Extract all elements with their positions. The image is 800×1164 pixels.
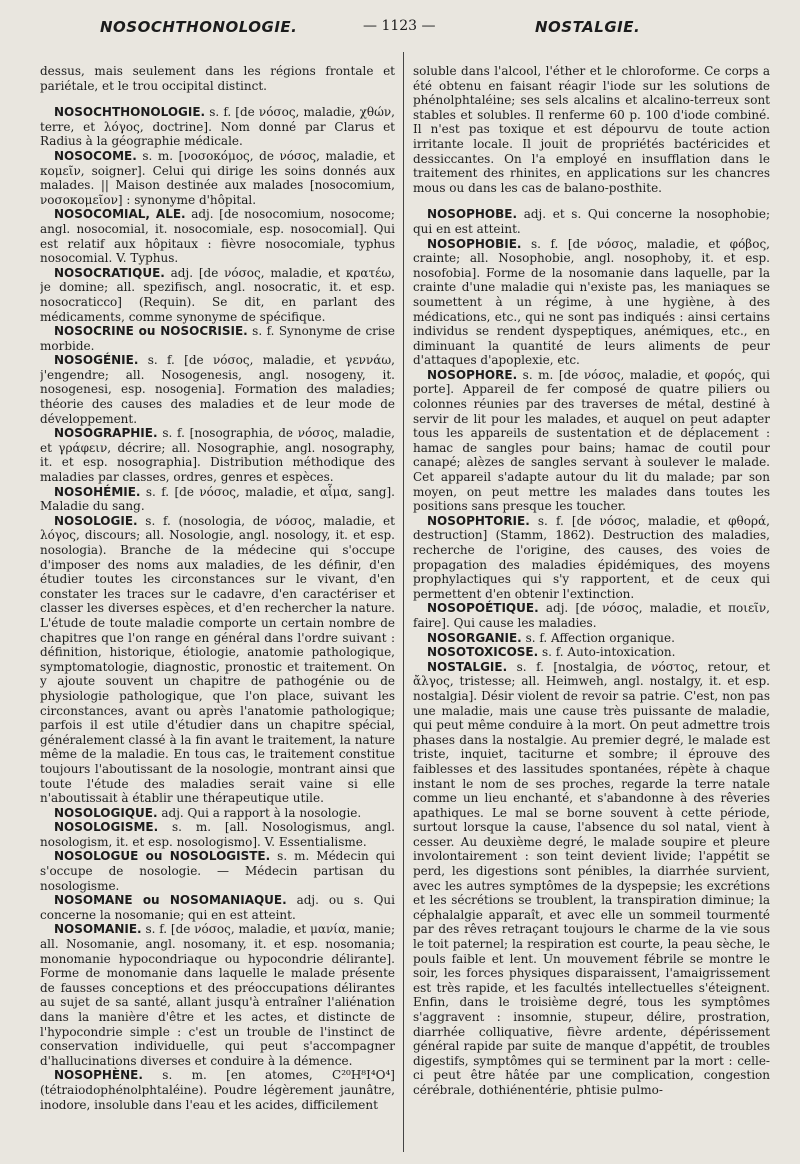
dictionary-entry: [413, 631, 770, 646]
dictionary-entry: [40, 485, 395, 514]
entry-headword: NOSOPHOBIE.: [427, 236, 522, 251]
entry-definition: s. f. [de νόσος, maladie, χθών, terre, et λόγος, doctrine]. Nom donné par Clarus et Radius à la géographie médicale.: [40, 105, 395, 149]
entry-headword: NOSOLOGUE ou NOSOLOGISTE.: [54, 849, 271, 864]
entry-definition: s. f. Synonyme de crise morbide.: [40, 324, 395, 353]
entry-definition: s. f. [de νόσος, maladie, et γεννάω, j'engendre; all. Nosogenesis, angl. nosogeny, it. nosogenesi, esp. nosogenia]. Formation des maladies; théorie des causes des maladies et de leur mode de développement.: [40, 353, 395, 426]
entry-headword: NOSOCRINE ou NOSOCRISIE.: [54, 324, 248, 339]
dictionary-entry: [40, 266, 395, 324]
right-continuation: [413, 64, 770, 195]
entry-paragraph: [413, 631, 770, 646]
entry-paragraph: [40, 149, 395, 207]
entry-paragraph: [40, 324, 395, 353]
entry-paragraph: [413, 601, 770, 630]
entry-definition: s. f. [nosographia, de νόσος, maladie, et γράφειν, décrire; all. Nosographie, angl. nosography, it. et esp. nosographia]. Distribution méthodique des maladies par classes, ordres, genres et espèces.: [40, 426, 395, 485]
entry-paragraph: [40, 485, 395, 514]
entry-definition: s. f. [nostalgia, de νόστος, retour, et ἄλγος, tristesse; all. Heimweh, angl. nostalgy, it. et esp. nostalgia]. Désir violent de revoir sa patrie. C'est, non pas une maladie, mais une cause très puissante de maladie, qui peut même conduire à la mort. On peut admettre trois phases dans la nostalgie. Au premier degré, le malade est triste, inquiet, taciturne et sombre; il éprouve des faiblesses et des lassitudes spontanées, répète à chaque instant le nom de ses proches, regarde la terre natale comme un lieu enchanté, et s'abandonne à des rêveries apathiques. Le mal se borne souvent à cette période, surtout lorsque la cause, l'absence du sol natal, vient à cesser. Au deuxième degré, le malade soupire et pleure involontairement : son teint devient livide; l'appétit se perd, les digestions sont pénibles, la diarrhée survient, avec les autres symptômes de la dyspepsie; les excrétions et les sécrétions se troublent, la transpiration diminue; la céphalalgie apparaît, et avec elle un sommeil tourmenté par des rêves retraçant toujours le charme de la vie sous le toit paternel; la respiration est courte, la peau sèche, le pouls faible et lent. Un mouvement fébrile se montre le soir, les forces physiques disparaissent, l'amaigrissement est très rapide, et les facultés intellectuelles s'éteignent. Enfin, dans le troisième degré, tous les symptômes s'aggravent : insomnie, stupeur, délire, prostration, diarrhée colliquative, fièvre ardente, dépérissement général rapide par suite de manque d'appétit, de troubles digestifs, symptômes qui se terminent par la mort : celle-ci peut être hâtée par une complication, congestion cérébrale, dothiénentérie, phtisie pulmo-: [413, 659, 770, 1097]
continuation-text: dessus, mais seulement dans les régions frontale et pariétale, et le trou occipital distinct.: [40, 64, 395, 93]
entry-definition: s. m. Médecin qui s'occupe de nosologie. — Médecin partisan du nosologisme.: [40, 849, 395, 893]
entry-headword: NOSOPHORE.: [427, 367, 518, 382]
dictionary-entry: [40, 849, 395, 893]
dictionary-entry: [40, 353, 395, 426]
entry-definition: adj. [de νόσος, maladie, et ποιεῖν, faire]. Qui cause les maladies.: [413, 601, 770, 630]
entry-headword: NOSOLOGIE.: [54, 513, 138, 528]
entry-headword: NOSOLOGISME.: [54, 820, 159, 835]
entry-headword: NOSOLOGIQUE.: [54, 805, 158, 820]
page-number: — 1123 —: [363, 18, 436, 34]
header-left-title: NOSOCHTHONOLOGIE.: [100, 18, 298, 36]
entry-paragraph: [40, 806, 395, 821]
entry-definition: s. f. [de νόσος, maladie, et μανία, manie; all. Nosomanie, angl. nosomany, it. et esp. nosomania; monomanie hypocondriaque ou hypocondrie délirante]. Forme de monomanie dans laquelle le malade présente de fausses conceptions et des préoccupations délirantes au sujet de sa santé, allant jusqu'à entraîner l'aliénation dans la manière d'être et les actes, et distincte de l'hypocondrie simple : c'est un trouble de l'instinct de conservation individuelle, qui peut s'accompagner d'hallucinations diverses et conduire à la démence.: [40, 922, 395, 1068]
entry-paragraph: [413, 660, 770, 1098]
entry-headword: NOSOMANIE.: [54, 922, 142, 937]
dictionary-entry: [413, 601, 770, 630]
entry-paragraph: [40, 514, 395, 806]
entry-definition: s. f. [de νόσος, maladie, et φόβος, crainte; all. Nosophobie, angl. nosophoby, it. et esp. nosofobia]. Forme de la nosomanie dans laquelle, par la crainte d'une maladie qui n'existe pas, les maniaques se soumettent à un régime, à une hygiène, à des médications, etc., qui ne sont pas indiqués : ainsi certains individus se rendent dyspeptiques, anémiques, etc., en diminuant la quantité de leurs aliments de peur d'attaques d'apoplexie, etc.: [413, 236, 770, 368]
dictionary-entry: [40, 820, 395, 849]
header-right-title: NOSTALGIE.: [535, 18, 641, 36]
dictionary-entry: [413, 237, 770, 368]
entry-definition: adj. [de νόσος, maladie, et κρατέω, je domine; all. spezifisch, angl. nosocratic, it. et esp. nosocraticco] (Requin). Se dit, en parlant des médicaments, comme synonyme de spécifique.: [40, 265, 395, 324]
entry-definition: adj. [de nosocomium, nosocome; angl. nosocomial, it. nosocomiale, esp. nosocomial]. Qui est relatif aux hôpitaux : fièvre nosocomiale, typhus nosocomial. V. Typhus.: [40, 207, 395, 266]
entry-paragraph: [40, 353, 395, 426]
entry-definition: s. f. Affection organique.: [525, 630, 675, 645]
entry-headword: NOSOPHÈNE.: [54, 1068, 143, 1083]
dictionary-entry: [413, 514, 770, 602]
entry-paragraph: [40, 849, 395, 893]
entry-headword: NOSOHÉMIE.: [54, 484, 141, 499]
dictionary-entry: [40, 324, 395, 353]
entry-paragraph: [40, 893, 395, 922]
entry-definition: s. f. (nosologia, de νόσος, maladie, et λόγος, discours; all. Nosologie, angl. nosology, it. et esp. nosologia). Branche de la médecine qui s'occupe d'imposer des noms aux maladies, de les définir, d'en étudier toutes les circonstances sur le vivant, d'en constater les traces sur le cadavre, d'en caractériser et classer les diverses espèces, et d'en rechercher la nature. L'étude de toute maladie comporte un certain nombre de chapitres que l'on range en général dans l'ordre suivant : définition, historique, étiologie, anatomie pathologique, symptomatologie, diagnostic, pronostic et traitement. On y ajoute souvent un chapitre de pathogénie ou de physiologie pathologique, que l'on place, suivant les circonstances, avant ou après l'anatomie pathologique; parfois il est utile d'étudier dans un chapitre spécial, généralement classé à la fin avant le traitement, la nature même de la maladie. En tous cas, le traitement constitue toujours l'aboutissant de la nosologie, montrant ainsi que toute l'étude des maladies serait vaine si elle n'aboutissait à établir une thérapeutique utile.: [40, 513, 395, 806]
dictionary-entry: [413, 645, 770, 660]
column-divider: [403, 52, 404, 1152]
dictionary-entry: [40, 207, 395, 265]
entry-paragraph: [413, 368, 770, 514]
entry-paragraph: [40, 820, 395, 849]
entry-headword: NOSOPHOBE.: [427, 207, 518, 222]
entry-headword: NOSOCHTHONOLOGIE.: [54, 105, 206, 120]
dictionary-entry: [40, 514, 395, 806]
dictionary-entry: [413, 207, 770, 236]
entry-headword: NOSOTOXICOSE.: [427, 645, 539, 660]
entry-definition: s. m. [en atomes, C²⁰H⁸I⁴O⁴] (tétraiodophénolphtaléine). Poudre légèrement jaunâtre, inodore, insoluble dans l'eau et les acides, difficilement: [40, 1068, 395, 1112]
entry-headword: NOSOGÉNIE.: [54, 353, 139, 368]
entry-headword: NOSOMANE ou NOSOMANIAQUE.: [54, 893, 287, 908]
entry-headword: NOSOGRAPHIE.: [54, 426, 158, 441]
dictionary-entry: [40, 922, 395, 1068]
entry-definition: adj. ou s. Qui concerne la nosomanie; qui en est atteint.: [40, 893, 395, 922]
continuation-text: soluble dans l'alcool, l'éther et le chloroforme. Ce corps a été obtenu en faisant réagir l'iode sur les solutions de phénolphtaléine; ses sels alcalins et alcalino-terreux sont stables et solubles. Il renferme 60 p. 100 d'iode combiné. Il n'est pas toxique et est dépourvu de toute action irritante locale. Il jouit de propriétés bactéricides et dessiccantes. On l'a employé en insufflation dans le traitement des rhinites, en applications sur les chancres mous ou dans les cas de balano-posthite.: [413, 64, 770, 195]
entry-headword: NOSOCOMIAL, ALE.: [54, 207, 186, 222]
entry-definition: s. m. [all. Nosologismus, angl. nosologism, it. et esp. nosologismo]. V. Essentialisme.: [40, 820, 395, 849]
entry-definition: s. m. [νοσοκόμος, de νόσος, maladie, et κομεῖν, soigner]. Celui qui dirige les soins donnés aux malades. || Maison destinée aux malades [nosocomium, νοσοκομεῖον] : synonyme d'hôpital.: [40, 148, 395, 207]
dictionary-entry: [413, 660, 770, 1098]
entry-definition: s. f. [de νόσος, maladie, et αἷμα, sang]. Maladie du sang.: [40, 484, 395, 514]
entry-headword: NOSOPOÉTIQUE.: [427, 601, 539, 616]
entry-headword: NOSOCOME.: [54, 148, 137, 163]
dictionary-entry: [40, 1068, 395, 1112]
entry-headword: NOSOCRATIQUE.: [54, 265, 165, 280]
entry-definition: s. f. [de νόσος, maladie, et φθορά, destruction] (Stamm, 1862). Destruction des maladies, recherche de l'origine, des causes, des voies de propagation des maladies épidémiques, des moyens prophylactiques qui s'y rapportent, et de ceux qui permettent d'en obtenir l'extinction.: [413, 513, 770, 601]
dictionary-entry: [40, 806, 395, 821]
entry-paragraph: [40, 922, 395, 1068]
dictionary-entry: [40, 893, 395, 922]
entry-definition: adj. et s. Qui concerne la nosophobie; qui en est atteint.: [413, 207, 770, 236]
entry-headword: NOSORGANIE.: [427, 630, 522, 645]
entry-paragraph: [40, 426, 395, 484]
dictionary-entry: [40, 426, 395, 484]
left-continuation: [40, 64, 395, 93]
entry-definition: s. m. [de νόσος, maladie, et φορός, qui porte]. Appareil de fer composé de quatre piliers ou colonnes réunies par des traverses de métal, destiné à servir de lit pour les malades, et auquel on peut adapter tous les appareils de sustentation et de déplacement : hamac de sangles pour bains; hamac de coutil pour canapé; alèzes de sangles servant à soulever le malade. Cet appareil s'adapte autour du lit du malade; par son moyen, on peut mettre les malades dans toutes les positions sans presque les toucher.: [413, 367, 770, 514]
entry-headword: NOSOPHTORIE.: [427, 513, 530, 528]
entry-paragraph: [413, 237, 770, 368]
left-column: [40, 52, 395, 1152]
entry-paragraph: [40, 207, 395, 265]
entry-definition: s. f. Auto-intoxication.: [542, 645, 676, 660]
entry-paragraph: [40, 105, 395, 149]
entry-headword: NOSTALGIE.: [427, 659, 508, 674]
entry-paragraph: [413, 645, 770, 660]
entry-definition: adj. Qui a rapport à la nosologie.: [161, 805, 362, 820]
entry-paragraph: [413, 207, 770, 236]
entry-paragraph: [40, 1068, 395, 1112]
dictionary-entry: [413, 368, 770, 514]
right-column: [413, 52, 770, 1152]
entry-paragraph: [40, 266, 395, 324]
entry-paragraph: [413, 514, 770, 602]
dictionary-entry: [40, 149, 395, 207]
dictionary-entry: [40, 105, 395, 149]
page-header: [0, 18, 800, 46]
